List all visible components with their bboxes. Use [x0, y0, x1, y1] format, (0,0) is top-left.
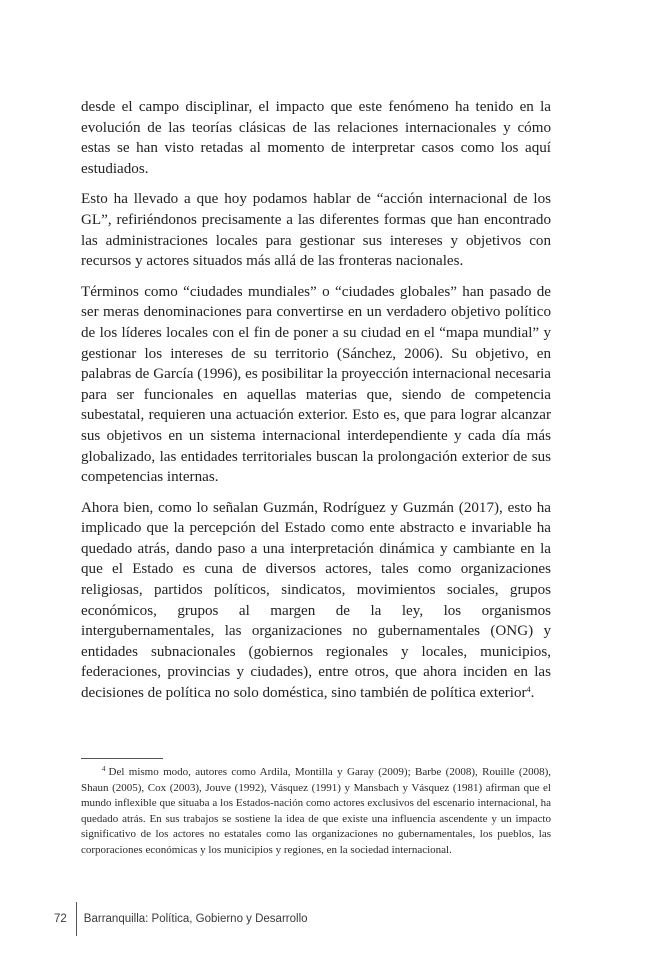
body-paragraph-text: Ahora bien, como lo señalan Guzmán, Rodríguez y Guzmán (2017), esto ha implicado que la percepción del Estado como ente abstracto e invariable ha quedado atrás, dando paso a una interpretación dinámica y cambiante en la que el Estado es cuna de diversos actores, tales como organizaciones religiosas, partidos políticos, sindicatos, movimientos sociales, grupos económicos, grupos al margen de la ley, los organismos intergubernamentales, las organizaciones no gubernamentales (ONG) y entidades subnacionales (gobiernos regionales y locales, municipios, federaciones, provincias y ciudades), entre otros, que ahora inciden en las decisiones de política no solo doméstica, sino también de política exterior	[81, 499, 551, 702]
body-paragraph-last: Ahora bien, como lo señalan Guzmán, Rodríguez y Guzmán (2017), esto ha implicado que la percepción del Estado como ente abstracto e invariable ha quedado atrás, dando paso a una interpretación dinámica y cambiante en la que el Estado es cuna de diversos actores, tales como organizaciones religiosas, partidos políticos, sindicatos, movimientos sociales, grupos económicos, grupos al margen de la ley, los organismos intergubernamentales, las organizaciones no gubernamentales (ONG) y entidades subnacionales (gobiernos regionales y locales, municipios, federaciones, provincias y ciudades), entre otros, que ahora inciden en las decisiones de política no solo doméstica, sino también de política exterior$^4$.	[81, 499, 551, 702]
footnote	[81, 765, 551, 858]
footnote-separator	[81, 758, 163, 759]
body-paragraph: Esto ha llevado a que hoy podamos hablar de “acción internacional de los GL”, refiriéndonos precisamente a las diferentes formas que han encontrado las administraciones locales para gestionar sus intereses y objetivos con recursos y actores situados más allá de las fronteras nacionales.	[81, 191, 551, 270]
main-text	[81, 97, 551, 704]
body-paragraph: Términos como “ciudades mundiales” o “ciudades globales” han pasado de ser meras denominaciones para convertirse en un verdadero objetivo político de los líderes locales con el fin de poner a su ciudad en el “mapa mundial” y gestionar los intereses de su territorio (Sánchez, 2006). Su objetivo, en palabras de García (1996), es posibilitar la proyección internacional necesaria para ser funcionales en aquellas materias que, siendo de competencia subestatal, requieren una actuación exterior. Esto es, que para lograr alcanzar sus objetivos en un sistema internacional interdependiente y cada día más globalizado, las entidades territoriales buscan la prolongación exterior de sus competencias internas.	[81, 283, 551, 486]
footnote-text: Del mismo modo, autores como Ardila, Montilla y Garay (2009); Barbe (2008), Rouille (2008), Shaun (2005), Cox (2003), Jouve (1992), Vásquez (1991) y Mansbach y Vásquez (1981) afirman que el mundo inflexible que situaba a los Estados-nación como actores exclusivos del escenario internacional, ha quedado atrás. En sus trabajos se sostiene la idea de que existe una influencia ascendente y un impacto significativo de los actores no estatales como las organizaciones no gubernamentales, los pueblos, las corporaciones económicas y los municipios y regiones, en la sociedad internacional.	[81, 766, 551, 856]
running-title: Barranquilla: Política, Gobierno y Desarrollo	[83, 913, 308, 925]
page-footer	[54, 902, 308, 936]
footnote-reference[interactable]: 4	[526, 685, 531, 695]
page-number: 72	[54, 913, 67, 925]
body-paragraph: desde el campo disciplinar, el impacto que este fenómeno ha tenido en la evolución de las teorías clásicas de las relaciones internacionales y cómo estas se han visto retadas al momento de interpretar casos como los aquí estudiados.	[81, 99, 551, 177]
footnote-number: 4	[102, 765, 106, 773]
